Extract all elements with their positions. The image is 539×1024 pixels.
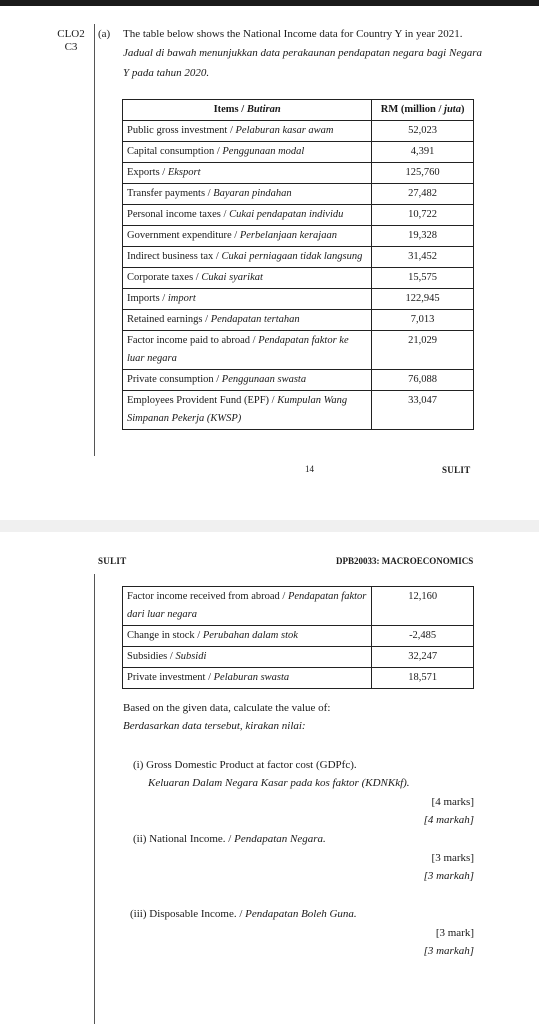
item-en: Subsidies / — [127, 651, 176, 662]
header-sulit: SULIT — [98, 556, 127, 566]
item-cell — [123, 226, 372, 247]
value-cell: 19,328 — [372, 226, 474, 247]
item-ms: Kumpulan Wang Simpanan Pekerja (KWSP) — [127, 395, 348, 424]
header-value-ms: juta — [444, 104, 461, 115]
document-page-15 — [0, 532, 539, 1024]
item-ms: import — [167, 293, 196, 304]
table-row — [123, 310, 474, 331]
question-iii — [130, 908, 357, 920]
instruction-english: Based on the given data, calculate the value of: — [123, 702, 331, 714]
table-row — [123, 142, 474, 163]
item-ms: Perbelanjaan kerajaan — [239, 230, 337, 241]
question-i-english: (i) Gross Domestic Product at factor cost (GDPfc). — [133, 759, 357, 771]
value-cell: 52,023 — [372, 121, 474, 142]
clo-code: CLO2 — [57, 28, 85, 40]
item-cell — [123, 205, 372, 226]
item-cell — [123, 391, 372, 430]
value-cell: 7,013 — [372, 310, 474, 331]
question-ii-markah: [3 markah] — [423, 870, 474, 882]
item-cell — [123, 370, 372, 391]
table-row — [123, 247, 474, 268]
item-ms: Pelaburan swasta — [213, 672, 290, 683]
header-items — [123, 100, 372, 121]
item-en: Personal income taxes / — [127, 209, 230, 220]
item-ms: Penggunaan modal — [222, 146, 305, 157]
item-en: Private consumption / — [127, 374, 222, 385]
item-cell — [123, 142, 372, 163]
table-row — [123, 163, 474, 184]
item-ms: Subsidi — [175, 651, 207, 662]
course-header: DPB20033: MACROECONOMICS — [336, 556, 474, 566]
question-ii-english: (ii) National Income. / — [133, 833, 235, 845]
value-cell: 12,160 — [372, 587, 474, 626]
header-value-en: RM (million / — [380, 104, 445, 115]
item-cell — [123, 247, 372, 268]
intro-malay — [123, 43, 483, 83]
table-row — [123, 587, 474, 626]
table-row — [123, 289, 474, 310]
value-cell: -2,485 — [372, 626, 474, 647]
item-ms: Eksport — [167, 167, 201, 178]
question-iii-malay: Pendapatan Boleh Guna. — [245, 908, 357, 920]
item-cell — [123, 647, 372, 668]
instruction-malay: Berdasarkan data tersebut, kirakan nilai: — [123, 720, 306, 732]
item-en: Capital consumption / — [127, 146, 223, 157]
item-ms: Pendapatan faktor dari luar negara — [127, 591, 367, 620]
item-en: Change in stock / — [127, 630, 203, 641]
header-items-ms: Butiran — [246, 104, 281, 115]
value-cell: 27,482 — [372, 184, 474, 205]
item-cell — [123, 587, 372, 626]
header-value-close: ) — [460, 104, 465, 115]
table-row — [123, 370, 474, 391]
value-cell: 122,945 — [372, 289, 474, 310]
item-ms: Cukai pendapatan individu — [229, 209, 344, 220]
item-ms: Cukai perniagaan tidak langsung — [221, 251, 363, 262]
item-en: Factor income received from abroad / — [127, 591, 288, 602]
item-ms: Pendapatan faktor ke luar negara — [127, 335, 349, 364]
clo-level: C3 — [64, 41, 78, 53]
question-label: (a) — [98, 28, 111, 40]
footer-sulit: SULIT — [442, 465, 471, 475]
item-en: Public gross investment / — [127, 125, 236, 136]
item-en: Factor income paid to abroad / — [127, 335, 259, 346]
item-ms: Perubahan dalam stok — [202, 630, 298, 641]
table-row — [123, 391, 474, 430]
item-en: Retained earnings / — [127, 314, 211, 325]
item-cell — [123, 289, 372, 310]
question-ii-malay: Pendapatan Negara. — [234, 833, 326, 845]
item-cell — [123, 121, 372, 142]
intro-english: The table below shows the National Income data for Country Y in year 2021. — [123, 28, 463, 40]
value-cell: 4,391 — [372, 142, 474, 163]
question-i-marks: [4 marks] — [431, 796, 474, 808]
table-row — [123, 205, 474, 226]
table-row — [123, 626, 474, 647]
value-cell: 33,047 — [372, 391, 474, 430]
table-row — [123, 668, 474, 689]
continued-income-table — [122, 586, 474, 689]
table-row — [123, 121, 474, 142]
item-cell — [123, 184, 372, 205]
item-ms: Bayaran pindahan — [213, 188, 292, 199]
item-cell — [123, 668, 372, 689]
page-number: 14 — [305, 464, 314, 474]
value-cell: 21,029 — [372, 331, 474, 370]
item-cell — [123, 163, 372, 184]
item-en: Corporate taxes / — [127, 272, 202, 283]
intro-malay-line1: Jadual di bawah menunjukkan data perakaunan pendapatan negara bagi Negara — [123, 47, 482, 59]
item-ms: Pendapatan tertahan — [210, 314, 300, 325]
question-iii-markah: [3 markah] — [423, 945, 474, 957]
clo-label — [56, 28, 86, 54]
item-en: Imports / — [127, 293, 168, 304]
question-ii — [133, 833, 326, 845]
table-header-row — [123, 100, 474, 121]
item-cell — [123, 331, 372, 370]
question-iii-marks: [3 mark] — [435, 927, 474, 939]
question-i-markah: [4 markah] — [423, 814, 474, 826]
document-page-14 — [0, 6, 539, 520]
question-iii-english: (iii) Disposable Income. / — [130, 908, 246, 920]
value-cell: 10,722 — [372, 205, 474, 226]
question-i-malay: Keluaran Dalam Negara Kasar pada kos faktor (KDNKkf). — [148, 777, 410, 789]
value-cell: 31,452 — [372, 247, 474, 268]
table-row — [123, 184, 474, 205]
value-cell: 125,760 — [372, 163, 474, 184]
table-row — [123, 647, 474, 668]
table-row — [123, 331, 474, 370]
question-ii-marks: [3 marks] — [431, 852, 474, 864]
margin-rule — [94, 24, 95, 456]
item-en: Indirect business tax / — [127, 251, 222, 262]
table-row — [123, 268, 474, 289]
item-en: Private investment / — [127, 672, 214, 683]
intro-malay-line2: Y pada tahun 2020. — [123, 67, 210, 79]
item-ms: Pelaburan kasar awam — [235, 125, 334, 136]
item-cell — [123, 310, 372, 331]
item-en: Government expenditure / — [127, 230, 240, 241]
item-cell — [123, 268, 372, 289]
item-en: Employees Provident Fund (EPF) / — [127, 395, 278, 406]
item-en: Exports / — [127, 167, 168, 178]
value-cell: 32,247 — [372, 647, 474, 668]
national-income-table — [122, 99, 474, 430]
table-row — [123, 226, 474, 247]
margin-rule — [94, 574, 95, 1024]
item-cell — [123, 626, 372, 647]
item-ms: Penggunaan swasta — [221, 374, 307, 385]
value-cell: 76,088 — [372, 370, 474, 391]
item-ms: Cukai syarikat — [201, 272, 263, 283]
header-value — [372, 100, 474, 121]
header-items-en: Items / — [213, 104, 247, 115]
value-cell: 15,575 — [372, 268, 474, 289]
value-cell: 18,571 — [372, 668, 474, 689]
item-en: Transfer payments / — [127, 188, 214, 199]
